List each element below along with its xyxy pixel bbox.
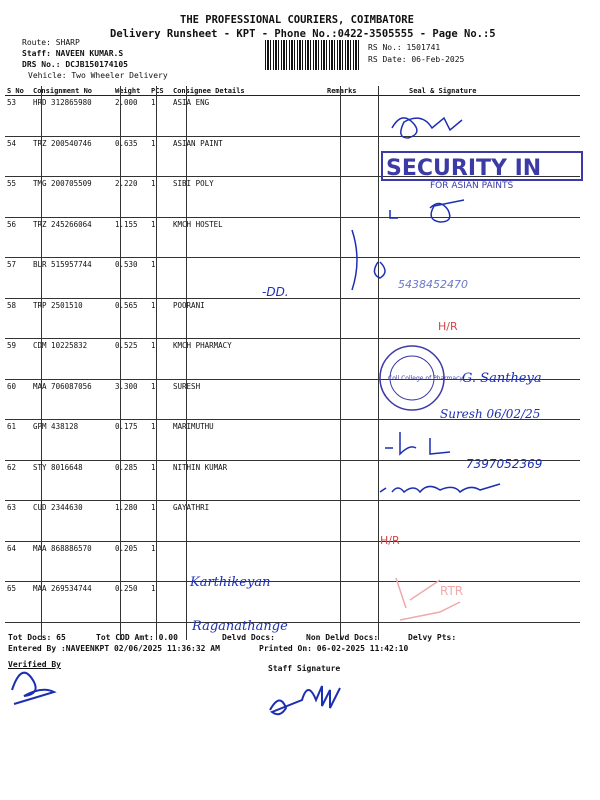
cell-pcs: 1: [149, 217, 171, 258]
cell-sno: 53: [5, 96, 31, 137]
verified-by-label: Verified By: [8, 660, 61, 669]
row65-name2: Raganathange: [192, 619, 288, 634]
signature-mark: [390, 200, 464, 222]
staff-signature-mark: [270, 686, 340, 714]
col-consignment: Consignment No: [31, 86, 113, 96]
cell-sno: 65: [5, 582, 31, 623]
cell-pcs: 1: [149, 339, 171, 380]
cell-consignee: KMCH HOSTEL: [171, 217, 325, 258]
cell-weight: 1.155: [113, 217, 149, 258]
row57-note: -DD.: [262, 285, 289, 299]
signature-mark: [392, 118, 462, 138]
cell-pcs: 1: [149, 258, 171, 299]
cell-sno: 54: [5, 136, 31, 177]
cell-sno: 56: [5, 217, 31, 258]
cell-consignment: MAA 706087056: [31, 379, 113, 420]
cell-consignee: GAYATHRI: [171, 501, 325, 542]
seal-rtr: RTR: [440, 584, 464, 598]
cell-weight: 0.250: [113, 582, 149, 623]
cell-weight: 0.205: [113, 541, 149, 582]
cell-weight: 2.220: [113, 177, 149, 218]
stamp-security-text: SECURITY IN: [386, 156, 542, 181]
cell-pcs: 1: [149, 460, 171, 501]
bracket-mark: [352, 230, 385, 290]
cell-pcs: 1: [149, 298, 171, 339]
company-title: THE PROFESSIONAL COURIERS, COIMBATORE: [180, 14, 414, 26]
row65-name1: Karthikeyan: [190, 575, 271, 590]
row61-phone: 7397052369: [466, 457, 543, 471]
cell-sno: 61: [5, 420, 31, 461]
cell-consignment: TMG 200705509: [31, 177, 113, 218]
col-sno: S No: [5, 86, 31, 96]
staff-signature-label: Staff Signature: [268, 664, 341, 673]
cell-sno: 64: [5, 541, 31, 582]
seal-hr-1: H/R: [438, 320, 458, 333]
cell-pcs: 1: [149, 136, 171, 177]
cell-weight: 0.525: [113, 339, 149, 380]
cell-consignment: TRP 2501510: [31, 298, 113, 339]
runsheet-subtitle: Delivery Runsheet - KPT - Phone No.:0422-3505555 - Page No.:5: [110, 28, 496, 40]
cell-pcs: 1: [149, 379, 171, 420]
row57-phone: 5438452470: [398, 278, 468, 291]
cell-sno: 55: [5, 177, 31, 218]
cell-consignment: CDM 10225832: [31, 339, 113, 380]
cell-weight: 0.565: [113, 298, 149, 339]
cell-pcs: 1: [149, 420, 171, 461]
cell-consignment: STY 8016648: [31, 460, 113, 501]
stamp-asian-text: FOR ASIAN PAINTS: [430, 181, 514, 191]
row59-name: G. Santheya: [462, 371, 542, 386]
cell-consignee: NITHIN KUMAR: [171, 460, 325, 501]
cell-sno: 62: [5, 460, 31, 501]
entered-by: Entered By :NAVEENKPT 02/06/2025 11:36:32 AM: [8, 644, 220, 653]
rs-date: RS Date: 06-Feb-2025: [368, 55, 465, 64]
col-pcs: PCS: [149, 86, 171, 96]
cell-sno: 63: [5, 501, 31, 542]
cell-weight: 2.000: [113, 96, 149, 137]
col-weight: Weight: [113, 86, 149, 96]
drs-label: DRS No.: DCJB150174105: [22, 60, 128, 69]
cell-consignment: HRD 312865980: [31, 96, 113, 137]
cell-sno: 60: [5, 379, 31, 420]
cell-weight: 3.300: [113, 379, 149, 420]
cell-consignee: POORANI: [171, 298, 325, 339]
cell-consignment: CUD 2344630: [31, 501, 113, 542]
cell-consignee: ASIA ENG: [171, 96, 325, 137]
cell-consignee: MARIMUTHU: [171, 420, 325, 461]
tot-cod: Tot COD Amt: 0.00: [96, 633, 178, 642]
cell-weight: 0.285: [113, 460, 149, 501]
cell-consignment: MAA 868886570: [31, 541, 113, 582]
cell-weight: 1.280: [113, 501, 149, 542]
cell-consignment: GPM 438128: [31, 420, 113, 461]
delvy-pts: Delvy Pts:: [408, 633, 457, 642]
delvd-docs: Delvd Docs:: [222, 633, 275, 642]
signature-mark: [385, 432, 450, 454]
col-seal-signature: Seal & Signature: [369, 86, 580, 96]
non-delvd-docs: Non Delvd Docs:: [306, 633, 379, 642]
cell-pcs: 1: [149, 541, 171, 582]
cell-consignee: ASIAN PAINT: [171, 136, 325, 177]
cell-weight: 0.635: [113, 136, 149, 177]
signature-mark: [380, 484, 500, 492]
route-label: Route: SHARP: [22, 38, 80, 47]
rs-number: RS No.: 1501741: [368, 43, 441, 52]
cell-pcs: 1: [149, 501, 171, 542]
cell-weight: 0.175: [113, 420, 149, 461]
cell-consignee: SIBI POLY: [171, 177, 325, 218]
col-remarks: Remarks: [325, 86, 369, 96]
seal-hr-2: H/R: [380, 534, 400, 547]
cell-pcs: 1: [149, 582, 171, 623]
cell-consignment: MAA 269534744: [31, 582, 113, 623]
cell-consignment: TRZ 245266064: [31, 217, 113, 258]
cell-weight: 0.530: [113, 258, 149, 299]
row59-stamp-text: Coll College of Pharmacy: [388, 375, 463, 382]
cell-sno: 59: [5, 339, 31, 380]
tot-docs: Tot Docs: 65: [8, 633, 66, 642]
row60-note: Suresh 06/02/25: [440, 407, 541, 421]
cell-consignment: TRZ 200540746: [31, 136, 113, 177]
cell-consignment: BLR 515957744: [31, 258, 113, 299]
cell-pcs: 1: [149, 96, 171, 137]
cell-pcs: 1: [149, 177, 171, 218]
printed-on: Printed On: 06-02-2025 11:42:10: [259, 644, 409, 653]
cell-consignee: KMCH PHARMACY: [171, 339, 325, 380]
verified-signature: [12, 673, 54, 704]
vehicle-label: Vehicle: Two Wheeler Delivery: [28, 71, 168, 80]
cell-sno: 58: [5, 298, 31, 339]
col-consignee: Consignee Details: [171, 86, 325, 96]
cell-sno: 57: [5, 258, 31, 299]
cell-consignee: SURESH: [171, 379, 325, 420]
staff-label: Staff: NAVEEN KUMAR.S: [22, 49, 124, 58]
